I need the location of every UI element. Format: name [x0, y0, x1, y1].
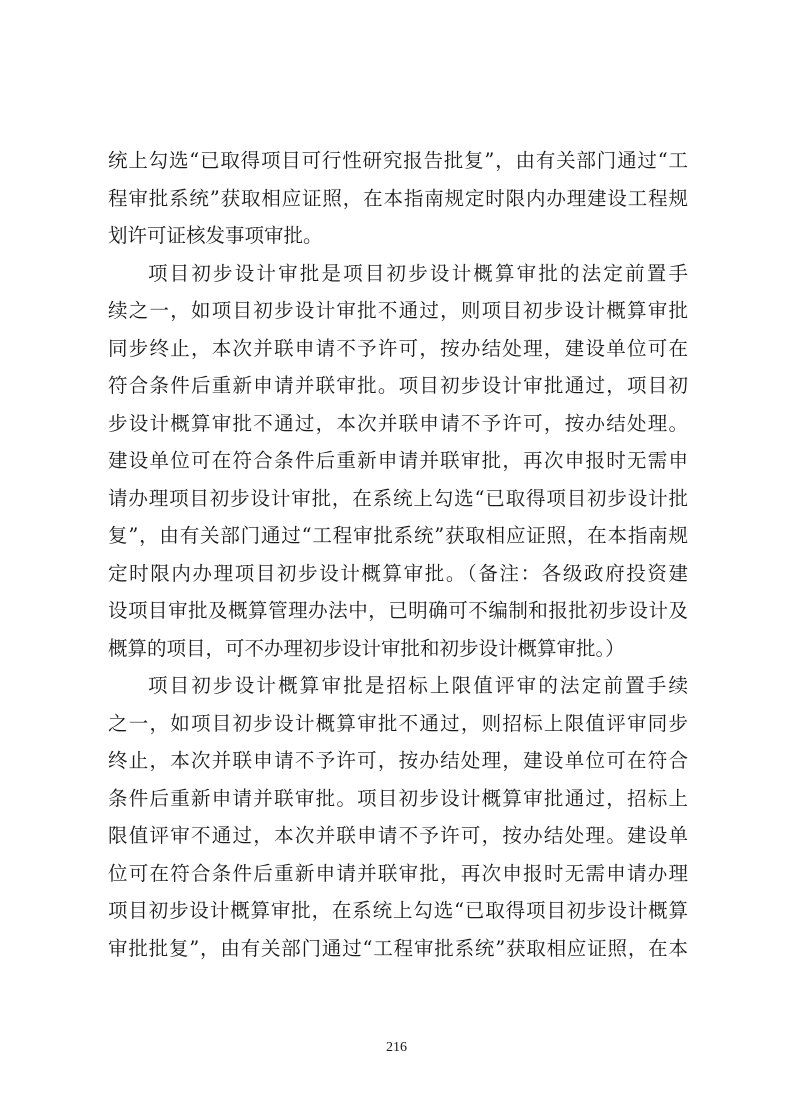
text-line: 统上勾选“已取得项目可行性研究报告批复”，由有关部门通过“工 [108, 149, 688, 172]
text-line: 终止，本次并联申请不予许可，按办结处理，建设单位可在符合 [108, 749, 688, 772]
page-number: 216 [386, 1040, 407, 1055]
text-line: 请办理项目初步设计审批，在系统上勾选“已取得项目初步设计批 [108, 486, 688, 510]
text-line: 概算的项目，可不办理初步设计审批和初步设计概算审批。） [108, 636, 625, 660]
text-line: 位可在符合条件后重新申请并联审批，再次申报时无需申请办理 [108, 861, 688, 885]
text-line: 建设单位可在符合条件后重新申请并联审批，再次申报时无需申 [108, 449, 688, 472]
text-line: 项目初步设计概算审批，在系统上勾选“已取得项目初步设计概算 [108, 899, 688, 922]
paragraph [108, 667, 688, 967]
text-line: 之一，如项目初步设计概算审批不通过，则招标上限值评审同步 [108, 711, 688, 735]
text-line: 设项目审批及概算管理办法中，已明确可不编制和报批初步设计及 [108, 599, 688, 622]
text-line: 划许可证核发事项审批。 [108, 224, 323, 247]
text-line: 条件后重新申请并联审批。项目初步设计概算审批通过，招标上 [108, 786, 688, 810]
text-line: 步设计概算审批不通过，本次并联申请不予许可，按办结处理。 [108, 411, 688, 435]
text-line: 程审批系统”获取相应证照，在本指南规定时限内办理建设工程规 [108, 186, 688, 210]
paragraph [108, 142, 688, 255]
text-line: 审批批复”，由有关部门通过“工程审批系统”获取相应证照，在本 [108, 936, 688, 960]
text-line: 项目初步设计审批是项目初步设计概算审批的法定前置手 [148, 261, 688, 285]
text-line: 复”，由有关部门通过“工程审批系统”获取相应证照，在本指南规 [108, 524, 688, 547]
body-text [108, 142, 688, 967]
text-line: 定时限内办理项目初步设计概算审批。（备注：各级政府投资建 [108, 561, 688, 585]
text-line: 同步终止，本次并联申请不予许可，按办结处理，建设单位可在 [108, 336, 688, 360]
text-line: 续之一，如项目初步设计审批不通过，则项目初步设计概算审批 [108, 299, 688, 322]
paragraph [108, 255, 688, 668]
text-line: 项目初步设计概算审批是招标上限值评审的法定前置手续 [148, 674, 688, 697]
text-line: 符合条件后重新申请并联审批。项目初步设计审批通过，项目初 [108, 374, 688, 397]
text-line: 限值评审不通过，本次并联申请不予许可，按办结处理。建设单 [108, 824, 688, 847]
